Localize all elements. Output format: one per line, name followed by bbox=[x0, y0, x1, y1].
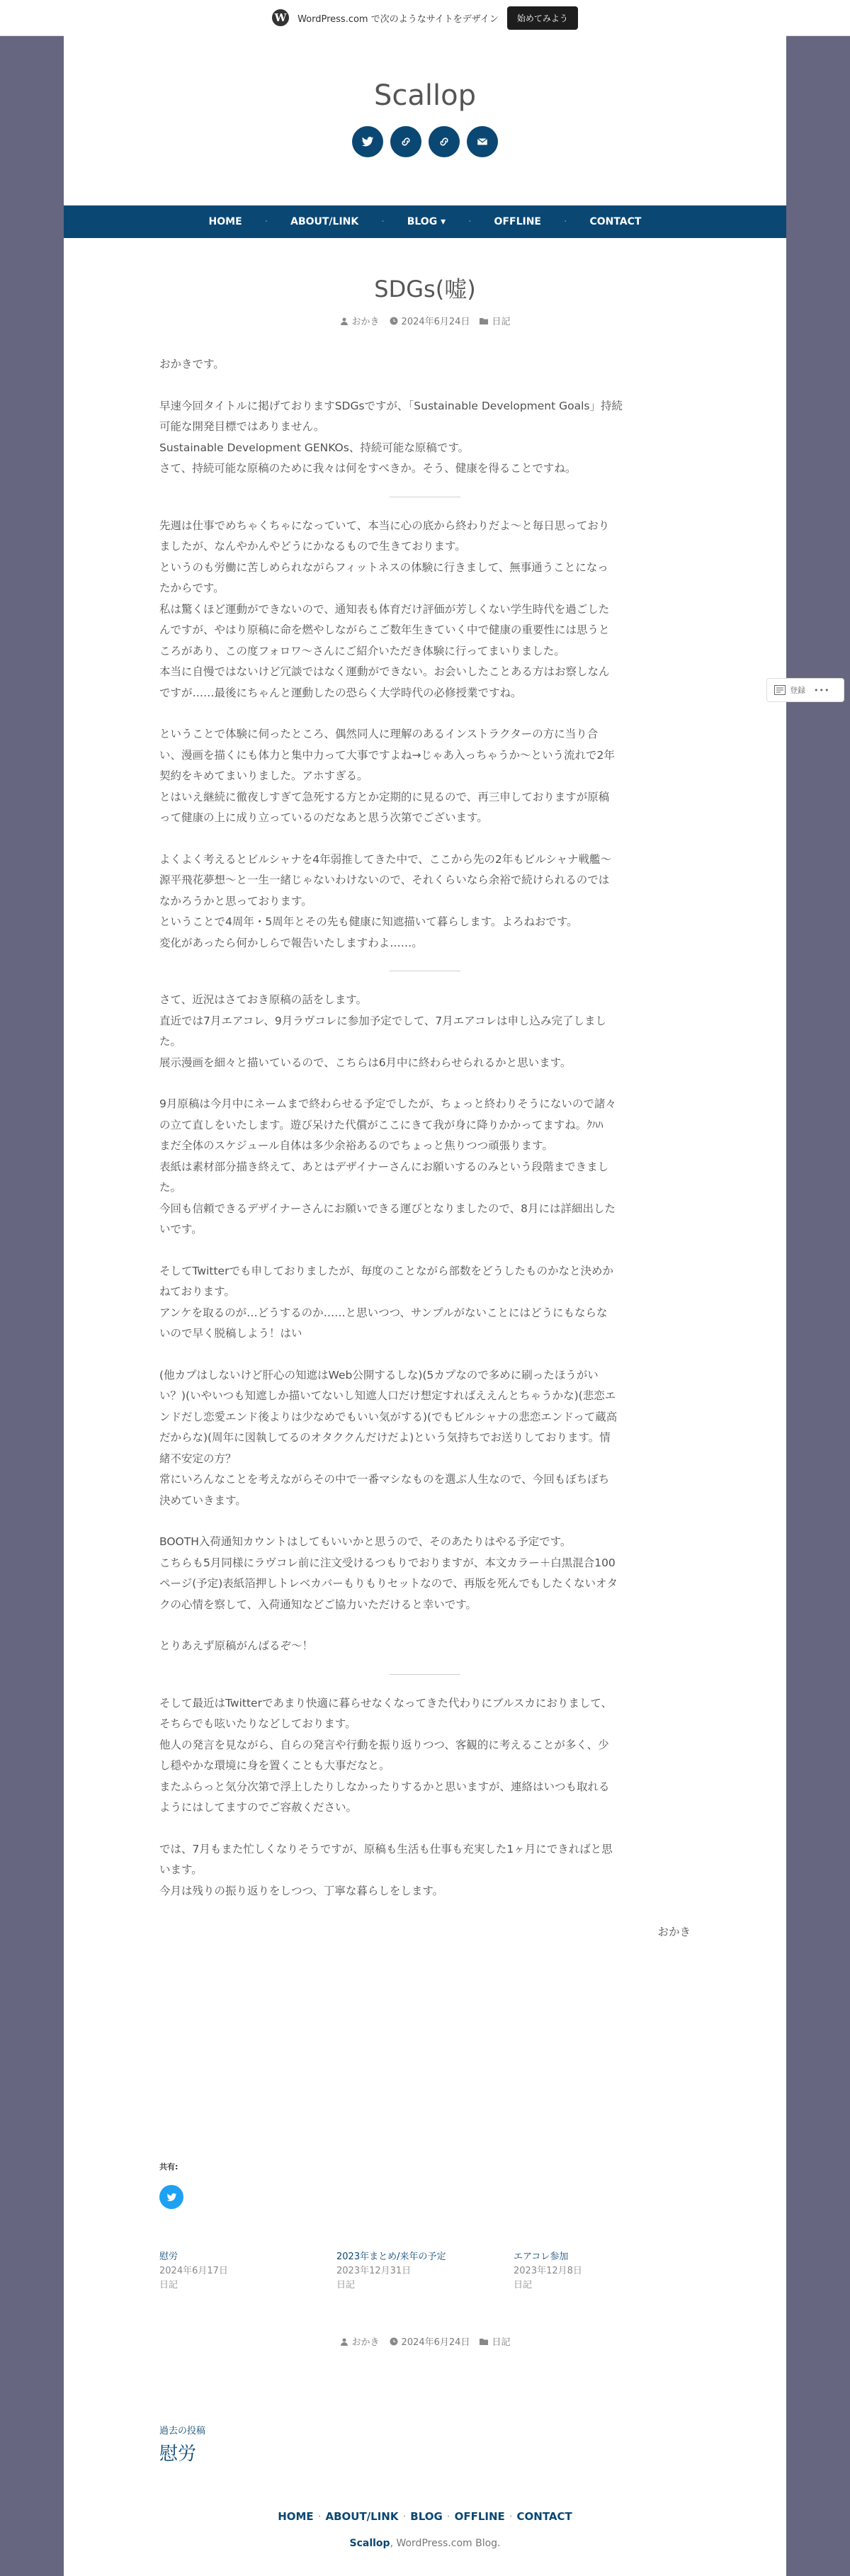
social-links bbox=[64, 126, 786, 157]
related-category: 日記 bbox=[336, 2280, 356, 2290]
nav-separator: · bbox=[381, 216, 385, 227]
footer-nav-offline[interactable]: OFFLINE bbox=[454, 2510, 505, 2523]
mail-icon[interactable] bbox=[467, 126, 498, 157]
wordpress-logo-icon: W bbox=[272, 9, 289, 26]
date-link[interactable]: 2024年6月24日 bbox=[401, 317, 470, 327]
separator bbox=[390, 1674, 460, 1675]
date-link[interactable]: 2024年6月24日 bbox=[401, 2337, 470, 2348]
related-post[interactable] bbox=[336, 2250, 514, 2293]
nav-separator: · bbox=[564, 216, 567, 227]
related-title[interactable]: 2023年まとめ/来年の予定 bbox=[336, 2252, 446, 2262]
post-content bbox=[159, 354, 691, 1943]
nav-separator: · bbox=[264, 216, 268, 227]
link-icon[interactable] bbox=[429, 126, 460, 157]
footer-site-link[interactable]: Scallop bbox=[349, 2538, 390, 2549]
more-icon[interactable]: ••• bbox=[814, 685, 830, 695]
footer-nav-home[interactable]: HOME bbox=[278, 2510, 314, 2523]
paragraph: では、7月もまた忙しくなりそうですが、原稿も生活も仕事も充実した1ヶ月にできればと思 います。 今月は残りの振り返りをしつつ、丁寧な暮らしをします。 bbox=[159, 1842, 613, 1897]
paragraph: ということで体験に伺ったところ、偶然同人に理解のあるインストラクターの方に当り合 い、漫画を描くにも体力と集中力って大事ですよね→じゃあ入っちゃうか〜という流れで2年 契約をキめてまいりました。アホすぎる。 とはいえ継続に徹夜しすぎて急死する方とか定期的に見るので、再三申しておりますが原稿 って健康の上に成り立っているのだなあと思う次第でございます。 bbox=[159, 728, 615, 824]
paragraph: BOOTH入荷通知カウントはしてもいいかと思うので、そのあたりはやる予定です。 こちらも5月同様にラヴコレ前に注文受けるつもりでおりますが、本文カラー＋白黒混合100 ページ(予定)表紙箔押しトレベカバーもりもりセットなので、再版を死んでもしたくないオタ クの心情を察して、入荷通知などご協力いただけると幸いです。 bbox=[159, 1535, 618, 1611]
author-icon bbox=[340, 317, 348, 325]
author-link[interactable]: おかき bbox=[351, 317, 380, 327]
nav-separator: · bbox=[468, 216, 472, 227]
paragraph: おかきです。 bbox=[159, 358, 225, 371]
clock-icon bbox=[390, 2337, 398, 2346]
post-meta-top bbox=[64, 314, 786, 327]
share-label: 共有: bbox=[159, 2162, 178, 2171]
post-title: SDGs(嘘) bbox=[374, 276, 476, 303]
nav-home[interactable]: HOME bbox=[208, 216, 242, 227]
related-post[interactable] bbox=[159, 2250, 336, 2293]
reader-icon bbox=[774, 685, 786, 695]
footer-nav: HOME · ABOUT/LINK · BLOG · OFFLINE · CONTACT bbox=[278, 2510, 572, 2523]
author-link[interactable]: おかき bbox=[351, 2337, 380, 2348]
paragraph: そしてTwitterでも申しておりましたが、毎度のことながら部数をどうしたものかなと決めか ねております。 アンケを取るのが…どうするのか……と思いつつ、サンプルがないことにはどうにもならな いので早く脱稿しよう！はい bbox=[159, 1264, 613, 1340]
previous-post-nav bbox=[159, 2423, 691, 2465]
paragraph: 先週は仕事でめちゃくちゃになっていて、本当に心の底から終わりだよ〜と毎日思っており ましたが、なんやかんやどうにかなるもので生きております。 というのも労働に苦しめられながらフィットネスの体験に行きまして、無事通うことになっ たからです。 私は驚くほど運動ができないので、通知表も体育だけ評価が芳しくない学生時代を過ごした んですが、やはり原稿に命を燃やしながらこご数年生きていく中で健康の重要性には思うと ころがあり、この度フォロワ〜さんにご紹介いただき体験に行ってまいりました。 本当に自慢ではないけど冗談ではなく運動ができない。お会いしたことある方はお察しなん ですが……最後にちゃんと運動したの恐らく大学時代の必修授業ですね。 bbox=[159, 519, 610, 699]
wpcom-banner bbox=[0, 0, 850, 36]
folder-icon bbox=[480, 317, 488, 325]
related-post[interactable] bbox=[514, 2250, 691, 2293]
paragraph: そして最近はTwitterであまり快適に暮らせなくなってきた代わりにブルスカにおりまして、 そちらでも呟いたりなどしております。 他人の発言を見ながら、自らの発言や行動を振り返りつつ、客観的に考えることが多く、少 し穏やかな環境に身を置くことも大事だなと。 またふらっと気分次第で浮上したりしなかったりするかと思いますが、連絡はいつも取れる ようにはしてますのでご容赦ください。 bbox=[159, 1696, 613, 1814]
twitter-icon[interactable] bbox=[352, 126, 383, 157]
related-date: 2023年12月8日 bbox=[514, 2266, 582, 2276]
nav-blog[interactable]: BLOG ▾ bbox=[407, 216, 446, 227]
related-posts bbox=[159, 2250, 691, 2293]
related-category: 日記 bbox=[159, 2280, 178, 2290]
paragraph: とりあえず原稿がんばるぞ〜！ bbox=[159, 1639, 314, 1652]
main-nav bbox=[64, 205, 786, 238]
banner-text: WordPress.com で次のようなサイトをデザイン bbox=[298, 13, 499, 25]
related-category: 日記 bbox=[514, 2280, 533, 2290]
category-link[interactable]: 日記 bbox=[492, 2337, 511, 2348]
paragraph: (他カプはしないけど肝心の知遮はWeb公開するしな)(5カプなので多めに刷ったほうがい い？)(いやいつも知遮しか描いてないし知遮人口だけ想定すればええんとちゃうかな)(悲恋エ ンドだし恋愛エンド後よりは少なめでもいい気がする)(でもビルシャナの悲恋エンドって蔵高 だからな)(周年に図執してるのオタククんだけだよ)という気持ちでお送りしております。情 緒不安定の方？ 常にいろんなことを考えながらその中で一番マシなものを選ぶ人生なので、今回もぼちぼち 決めていきます。 bbox=[159, 1368, 618, 1507]
previous-post-link[interactable]: 慰労 bbox=[159, 2444, 197, 2465]
nav-offline[interactable]: OFFLINE bbox=[494, 216, 541, 227]
follow-button[interactable] bbox=[766, 678, 844, 702]
footer-credit-text[interactable]: , WordPress.com Blog. bbox=[390, 2538, 501, 2549]
footer-nav-blog[interactable]: BLOG bbox=[410, 2510, 443, 2523]
signature: おかき bbox=[657, 1926, 691, 1938]
category-link[interactable]: 日記 bbox=[492, 317, 511, 327]
related-date: 2024年6月17日 bbox=[159, 2266, 228, 2276]
nav-contact[interactable]: CONTACT bbox=[589, 216, 642, 227]
nav-about-link[interactable]: ABOUT/LINK bbox=[290, 216, 359, 227]
folder-icon bbox=[480, 2337, 488, 2346]
link-icon[interactable] bbox=[390, 126, 421, 157]
paragraph: 9月原稿は今月中にネームまで終わらせる予定でしたが、ちょっと終わりそうにないので諸々 の立て直しをいたします。遊び呆けた代償がここにきて我が身に降りかかってますね。ｸﾊﾊ まだ全体のスケジュール自体は多少余裕あるのでちょっと焦りつつ頑張ります。 表紙は素材部分描き終えて、あとはデザイナーさんにお願いするのみという段階まできまし た。 今回も信頼できるデザイナーさんにお願いできる運びとなりましたので、8月には詳細出した いです。 bbox=[159, 1097, 616, 1236]
page-container bbox=[64, 35, 786, 2576]
twitter-share-icon[interactable] bbox=[159, 2185, 183, 2209]
footer-credit bbox=[64, 2538, 786, 2549]
clock-icon bbox=[390, 317, 398, 325]
previous-post-label: 過去の投稿 bbox=[159, 2426, 206, 2436]
post-meta-bottom bbox=[64, 2334, 786, 2348]
site-title[interactable]: Scallop bbox=[374, 79, 476, 112]
related-title[interactable]: エアコレ参加 bbox=[514, 2252, 569, 2262]
get-started-button[interactable]: 始めてみよう bbox=[507, 6, 578, 30]
paragraph: さて、近況はさておき原稿の話をします。 直近では7月エアコレ、9月ラヴコレに参加予定でして、7月エアコレは申し込み完了しまし た。 展示漫画を細々と描いているので、こちらは6月中に終わらせられるかと思います。 bbox=[159, 993, 606, 1069]
paragraph: 早速今回タイトルに掲げておりますSDGsですが、「Sustainable Development Goals」持続 可能な開発目標ではありません。 Sustainable Development GENKOs、持続可能な原稿です。 さて、持続可能な原稿のために我々は何をすべきか。そう、健康を得ることですね。 bbox=[159, 399, 623, 475]
follow-label: 登録 bbox=[790, 686, 805, 695]
footer-nav-about-link[interactable]: ABOUT/LINK bbox=[325, 2510, 399, 2523]
footer-nav-contact[interactable]: CONTACT bbox=[516, 2510, 572, 2523]
share-section bbox=[159, 2161, 691, 2209]
related-date: 2023年12月31日 bbox=[336, 2266, 412, 2276]
author-icon bbox=[340, 2337, 348, 2346]
paragraph: よくよく考えるとビルシャナを4年弱推してきた中で、ここから先の2年もビルシャナ戦艦〜 源平飛花夢想〜と一生一緒じゃないわけないので、それくらいなら余裕で続けられるのでは なかろうかと思っております。 ということで4周年・5周年とその先も健康に知遮描いて暮らします。よろねおです。 変化があったら何かしらで報告いたしますわよ……。 bbox=[159, 852, 612, 949]
related-title[interactable]: 慰労 bbox=[159, 2252, 178, 2262]
